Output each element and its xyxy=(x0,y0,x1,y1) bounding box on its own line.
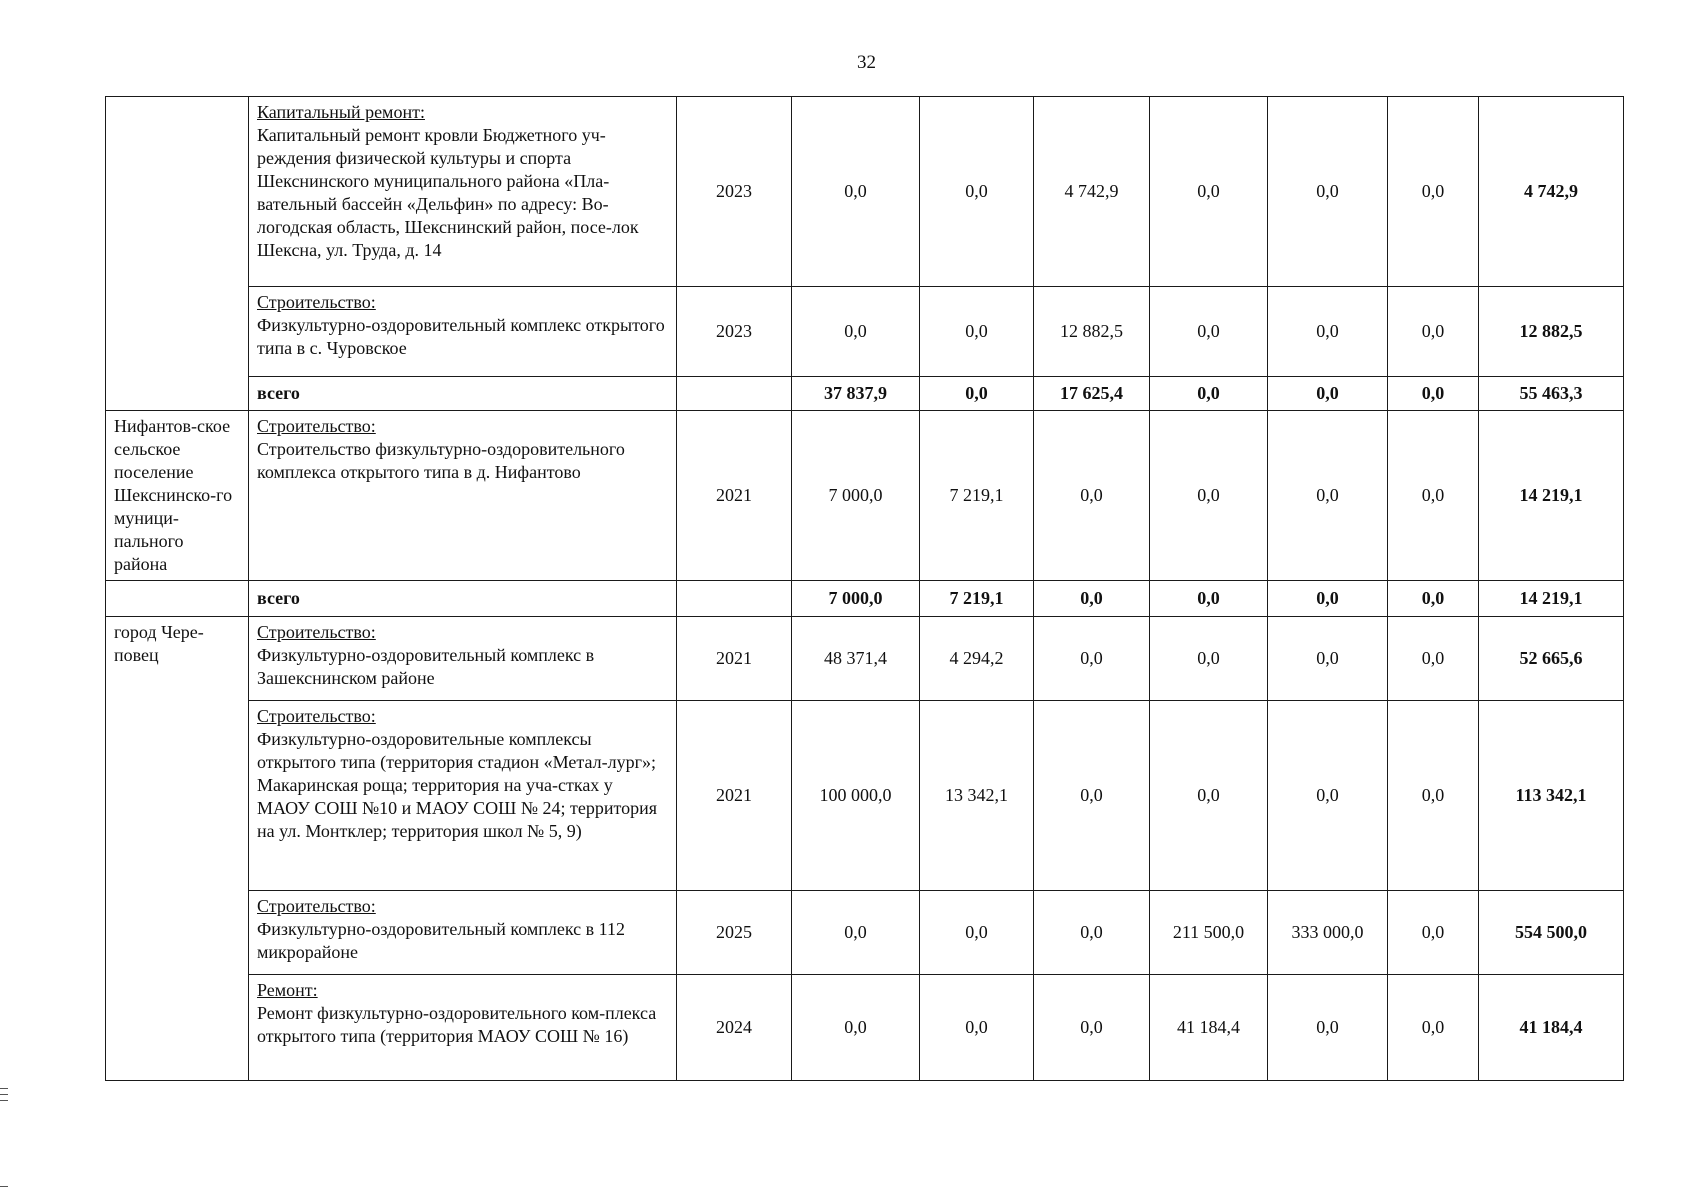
municipality-cell xyxy=(106,97,249,411)
value-cell: 48 371,4 xyxy=(792,617,920,701)
work-type-label: Ремонт: xyxy=(257,980,318,1000)
municipality-cell: Нифантов-ское сельское поселение Шекснинско-го муници-пального района xyxy=(106,411,249,581)
subtotal-row xyxy=(106,581,1624,617)
value-cell: 7 219,1 xyxy=(920,581,1034,617)
value-cell: 12 882,5 xyxy=(1034,287,1150,377)
value-cell: 0,0 xyxy=(1150,287,1268,377)
value-cell: 0,0 xyxy=(1388,581,1479,617)
table-row xyxy=(106,411,1624,581)
value-cell: 7 219,1 xyxy=(920,411,1034,581)
value-cell: 17 625,4 xyxy=(1034,377,1150,411)
row-total-cell: 14 219,1 xyxy=(1479,581,1624,617)
project-cell xyxy=(249,701,677,891)
value-cell: 0,0 xyxy=(792,975,920,1081)
funding-table xyxy=(105,96,1624,1081)
value-cell: 0,0 xyxy=(1150,581,1268,617)
value-cell: 0,0 xyxy=(1268,581,1388,617)
year-cell: 2025 xyxy=(677,891,792,975)
project-cell xyxy=(249,411,677,581)
value-cell: 0,0 xyxy=(1388,411,1479,581)
project-description: Физкультурно-оздоровительные комплексы открытого типа (территория стадион «Метал-лург»; Макаринская роща; территория на уча-стках у МАОУ СОШ №10 и МАОУ СОШ № 24; территория на ул. Монтклер; территория школ № 5, 9) xyxy=(257,729,658,841)
project-cell xyxy=(249,975,677,1081)
value-cell: 37 837,9 xyxy=(792,377,920,411)
municipality-cell xyxy=(106,581,249,617)
table-row xyxy=(106,287,1624,377)
scan-edge-mark xyxy=(0,1100,8,1101)
year-cell: 2023 xyxy=(677,287,792,377)
value-cell: 7 000,0 xyxy=(792,411,920,581)
work-type-label: Строительство: xyxy=(257,416,376,436)
value-cell: 0,0 xyxy=(1034,891,1150,975)
year-cell: 2024 xyxy=(677,975,792,1081)
value-cell: 0,0 xyxy=(1034,581,1150,617)
value-cell: 0,0 xyxy=(1268,97,1388,287)
row-total-cell: 12 882,5 xyxy=(1479,287,1624,377)
value-cell: 0,0 xyxy=(1388,701,1479,891)
value-cell: 4 294,2 xyxy=(920,617,1034,701)
value-cell: 0,0 xyxy=(1034,411,1150,581)
work-type-label: Строительство: xyxy=(257,706,376,726)
scan-edge-mark xyxy=(0,1186,8,1187)
value-cell: 0,0 xyxy=(1150,97,1268,287)
year-cell: 2021 xyxy=(677,701,792,891)
value-cell: 0,0 xyxy=(1150,617,1268,701)
value-cell: 0,0 xyxy=(1150,701,1268,891)
row-total-cell: 554 500,0 xyxy=(1479,891,1624,975)
value-cell: 0,0 xyxy=(1268,377,1388,411)
row-total-cell: 113 342,1 xyxy=(1479,701,1624,891)
value-cell: 0,0 xyxy=(920,377,1034,411)
project-cell xyxy=(249,97,677,287)
value-cell: 0,0 xyxy=(1034,617,1150,701)
project-cell xyxy=(249,287,677,377)
row-total-cell: 4 742,9 xyxy=(1479,97,1624,287)
value-cell: 0,0 xyxy=(920,891,1034,975)
value-cell: 0,0 xyxy=(1388,617,1479,701)
value-cell: 0,0 xyxy=(920,975,1034,1081)
value-cell: 333 000,0 xyxy=(1268,891,1388,975)
subtotal-label: всего xyxy=(249,377,677,411)
value-cell: 4 742,9 xyxy=(1034,97,1150,287)
scan-edge-mark xyxy=(0,1088,8,1089)
table-row xyxy=(106,701,1624,891)
row-total-cell: 14 219,1 xyxy=(1479,411,1624,581)
value-cell: 13 342,1 xyxy=(920,701,1034,891)
value-cell: 0,0 xyxy=(792,287,920,377)
value-cell: 0,0 xyxy=(792,97,920,287)
value-cell: 0,0 xyxy=(1034,701,1150,891)
table-row xyxy=(106,617,1624,701)
value-cell: 0,0 xyxy=(1388,377,1479,411)
project-description: Физкультурно-оздоровительный комплекс открытого типа в с. Чуровское xyxy=(257,315,665,358)
value-cell: 0,0 xyxy=(1150,411,1268,581)
municipality-cell: город Чере-повец xyxy=(106,617,249,1081)
value-cell: 0,0 xyxy=(1388,287,1479,377)
value-cell: 0,0 xyxy=(920,97,1034,287)
value-cell: 0,0 xyxy=(1388,97,1479,287)
row-total-cell: 52 665,6 xyxy=(1479,617,1624,701)
value-cell: 0,0 xyxy=(1268,411,1388,581)
subtotal-label: всего xyxy=(249,581,677,617)
project-description: Ремонт физкультурно-оздоровительного ком-плекса открытого типа (территория МАОУ СОШ № 16) xyxy=(257,1003,657,1046)
value-cell: 0,0 xyxy=(1268,617,1388,701)
value-cell: 0,0 xyxy=(1268,287,1388,377)
project-description: Физкультурно-оздоровительный комплекс в Зашекснинском районе xyxy=(257,645,595,688)
work-type-label: Строительство: xyxy=(257,622,376,642)
table-row xyxy=(106,97,1624,287)
year-cell: 2023 xyxy=(677,97,792,287)
row-total-cell: 41 184,4 xyxy=(1479,975,1624,1081)
project-cell xyxy=(249,617,677,701)
year-cell: 2021 xyxy=(677,617,792,701)
value-cell: 100 000,0 xyxy=(792,701,920,891)
work-type-label: Строительство: xyxy=(257,292,376,312)
value-cell: 0,0 xyxy=(1388,975,1479,1081)
year-cell xyxy=(677,581,792,617)
year-cell xyxy=(677,377,792,411)
table-row xyxy=(106,891,1624,975)
project-description: Физкультурно-оздоровительный комплекс в 112 микрорайоне xyxy=(257,919,626,962)
value-cell: 0,0 xyxy=(1268,975,1388,1081)
page-number: 32 xyxy=(857,52,876,73)
row-total-cell: 55 463,3 xyxy=(1479,377,1624,411)
value-cell: 0,0 xyxy=(792,891,920,975)
value-cell: 7 000,0 xyxy=(792,581,920,617)
value-cell: 211 500,0 xyxy=(1150,891,1268,975)
project-cell xyxy=(249,891,677,975)
value-cell: 0,0 xyxy=(1034,975,1150,1081)
value-cell: 0,0 xyxy=(1150,377,1268,411)
table-row xyxy=(106,975,1624,1081)
subtotal-row xyxy=(106,377,1624,411)
work-type-label: Капитальный ремонт: xyxy=(257,102,425,122)
project-description: Капитальный ремонт кровли Бюджетного уч-реждения физической культуры и спорта Шекснинского муниципального района «Пла-вательный бассейн «Дельфин» по адресу: Во-логодская область, Шекснинский район, посе-лок Шексна, ул. Труда, д. 14 xyxy=(257,125,639,260)
value-cell: 0,0 xyxy=(1388,891,1479,975)
year-cell: 2021 xyxy=(677,411,792,581)
project-description: Строительство физкультурно-оздоровительного комплекса открытого типа в д. Нифантово xyxy=(257,439,625,482)
value-cell: 41 184,4 xyxy=(1150,975,1268,1081)
value-cell: 0,0 xyxy=(920,287,1034,377)
work-type-label: Строительство: xyxy=(257,896,376,916)
value-cell: 0,0 xyxy=(1268,701,1388,891)
scan-edge-mark xyxy=(0,1094,8,1095)
